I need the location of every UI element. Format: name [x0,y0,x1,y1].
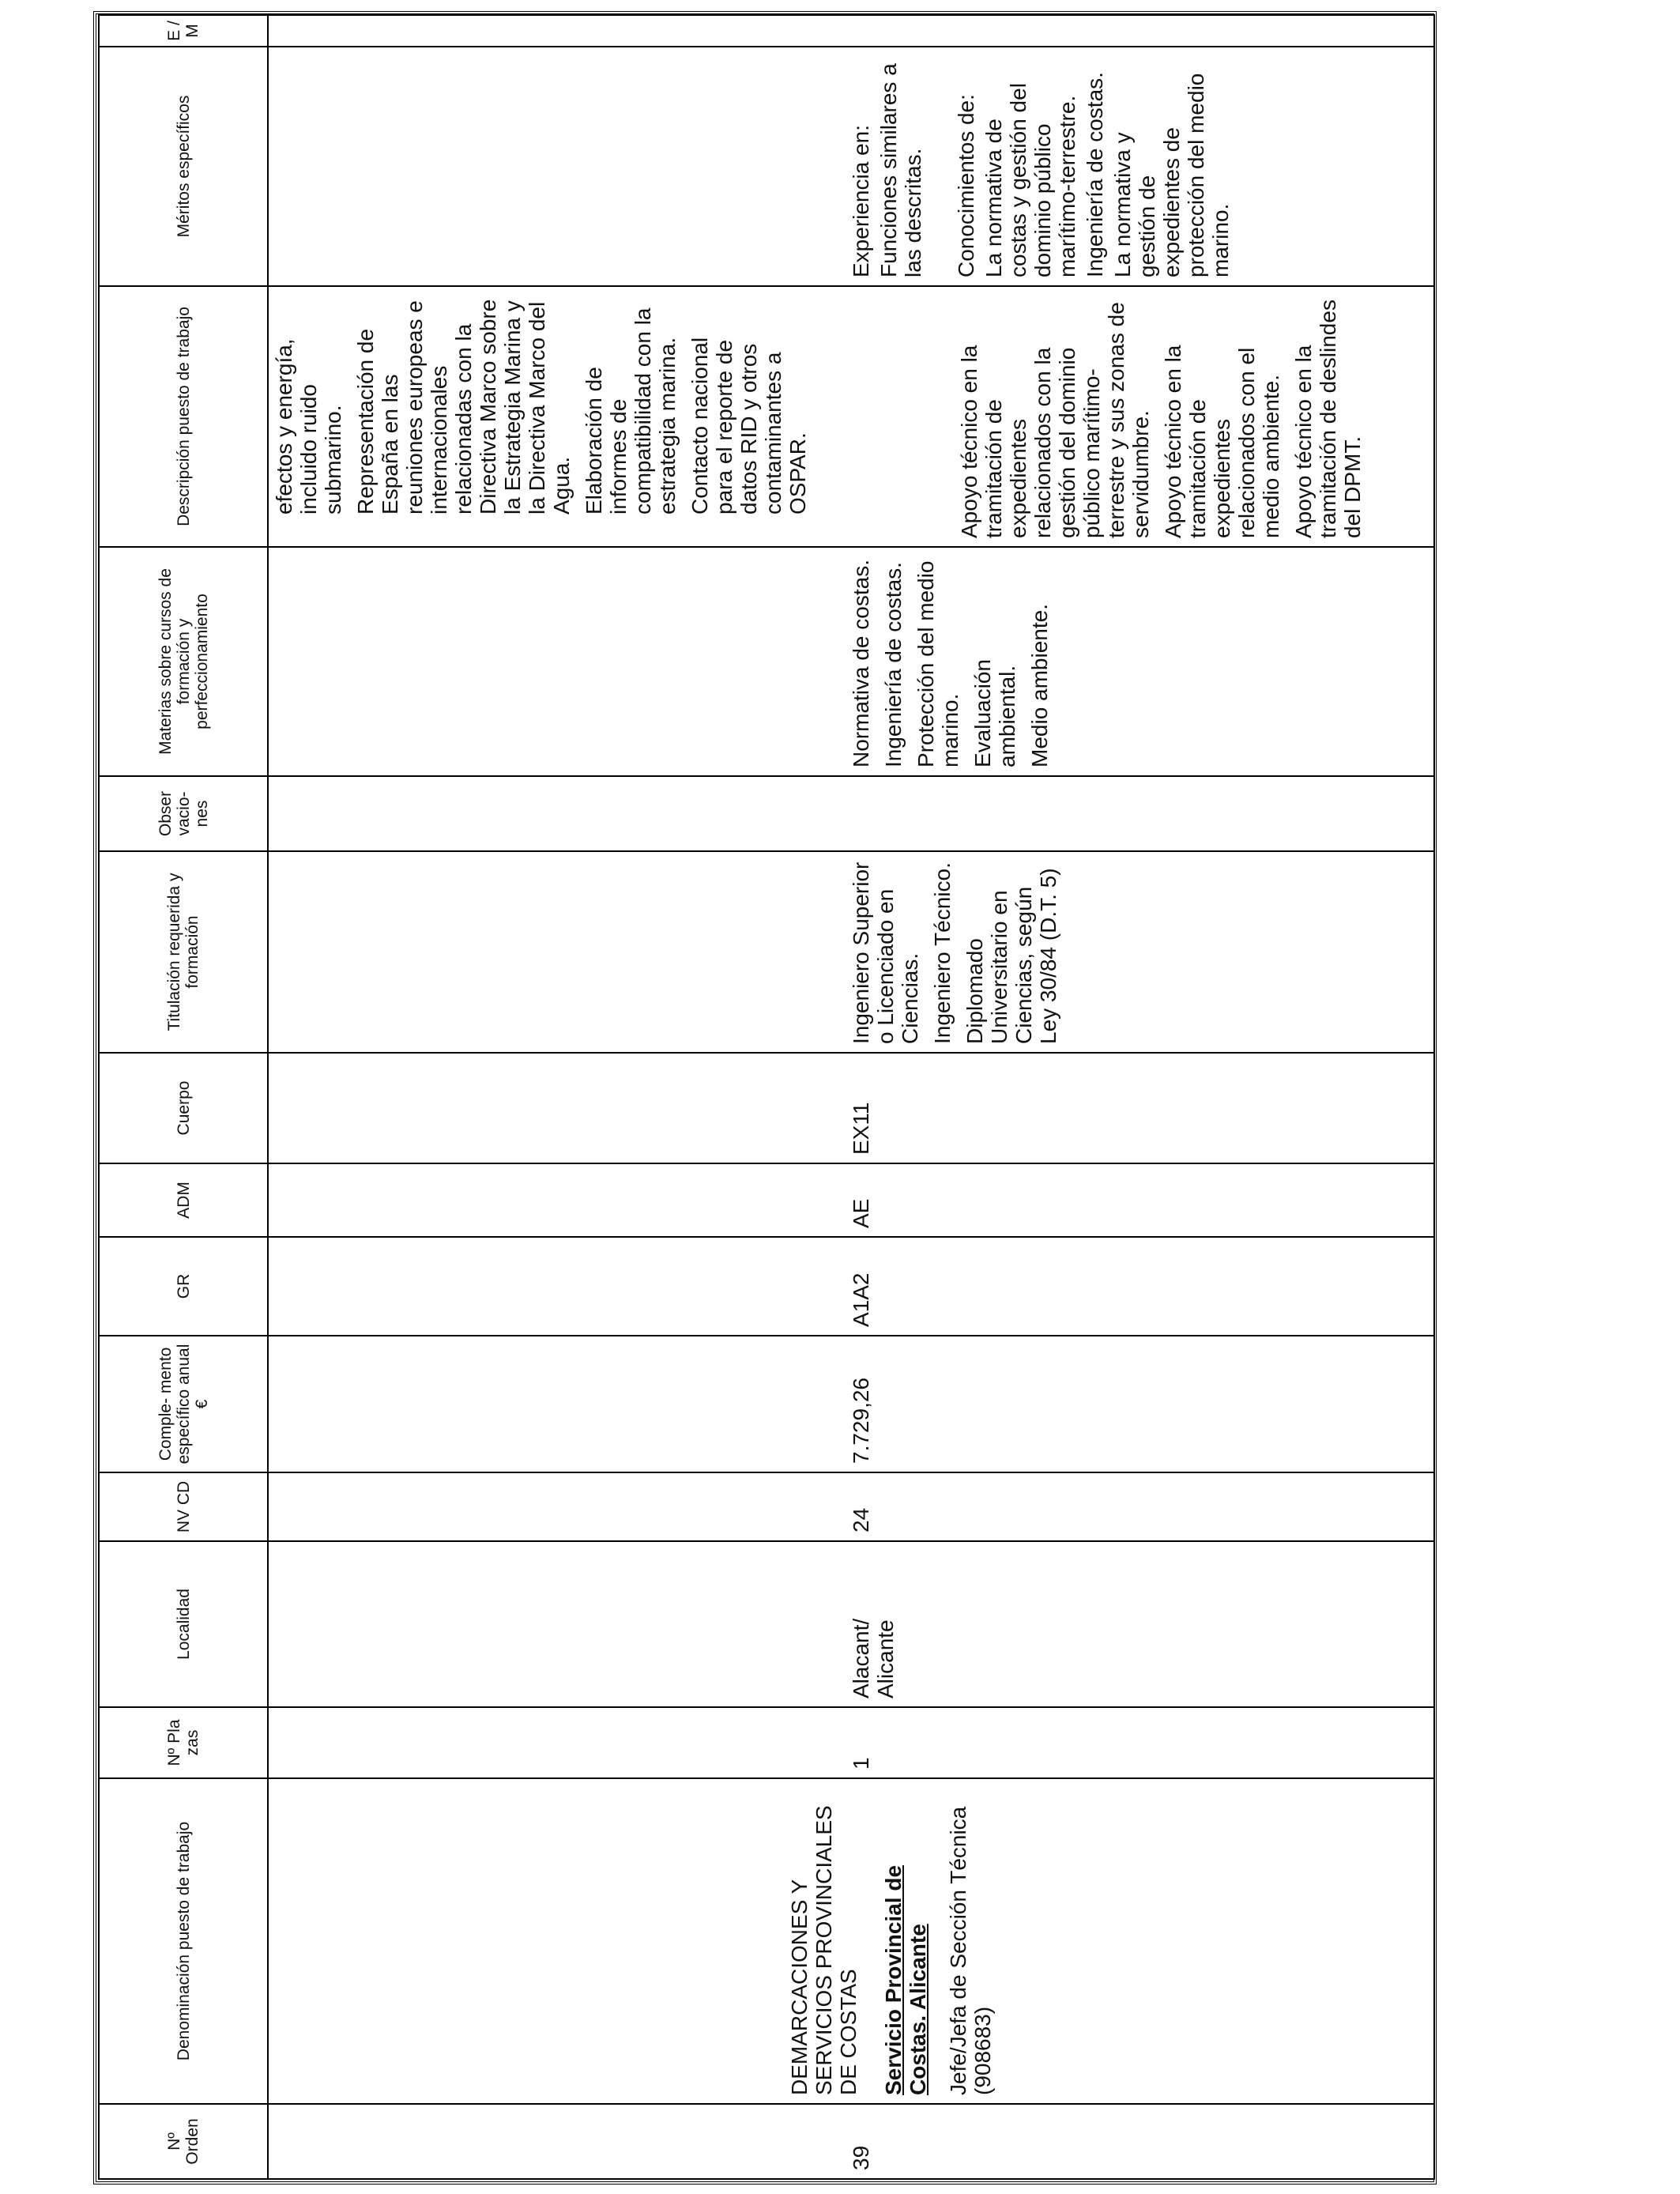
titulacion-item: Ingeniero Técnico. [930,862,955,1044]
cell-cuerpo [268,1053,1434,1163]
cell-meritos [268,47,1434,286]
descripcion-continuation: efectos y energía, incluido ruido submarino. [272,338,345,515]
gr-value: A1A2 [849,1272,873,1327]
descripcion-continuation: Elaboración de informes de compatibilidad con la estrategia marina. [582,307,680,515]
denominacion-value: Jefe/Jefa de Sección Técnica (908683) [946,1806,995,2095]
descripcion-item: Apoyo técnico en la tramitación de deslindes del DPMT. [1291,300,1365,538]
meritos-item: Funciones similares a las descritas. [876,63,925,277]
header-em: E / M [99,15,268,47]
header-complemento: Comple- mento específico anual € [99,1336,268,1472]
header-descripcion: Descripción puesto de trabajo [99,286,268,547]
localidad-value: Alacant/ Alicante [849,1618,898,1698]
materias-item: Normativa de costas. [849,560,873,767]
cell-complemento [268,1336,1434,1472]
header-denominacion: Denominación puesto de trabajo [99,1778,268,2104]
section-service: Servicio Provincial de Costas. Alicante [881,1864,930,2095]
materias-item: Ingeniería de costas. [881,562,906,767]
rotated-table-container [98,16,1435,2180]
meritos-item: Experiencia en: [849,124,873,277]
plazas-value: 1 [849,1757,873,1770]
cell-materias [268,547,1434,776]
header-observaciones: Obser vacio- nes [99,776,268,851]
descripcion-continuation: Representación de España en las reuniones europeas e internacionales relacionadas con la Directiva Marco sobre la Estrategia Marina y la Directiva Marco del Agua. [353,299,574,515]
cell-gr [268,1237,1434,1336]
cuerpo-value: EX11 [849,1102,873,1155]
header-row [99,15,268,2179]
meritos-item: La normativa y gestión de expedientes de protección del medio marino. [1110,73,1233,277]
cell-plazas [268,1707,1434,1778]
cell-observaciones [268,776,1434,851]
cell-localidad [268,1541,1434,1707]
meritos-item: La normativa de costas y gestión del dominio público marítimo-terrestre. [981,83,1079,277]
titulacion-item: Ingeniero Superior o Licenciado en Ciencias. [849,861,922,1044]
header-materias: Materias sobre cursos de formación y perfeccionamiento [99,547,268,776]
descripcion-item: Apoyo técnico en la tramitación de expedientes relacionados con el medio ambiente. [1161,345,1283,538]
header-orden: Nº Orden [99,2104,268,2179]
header-cuerpo: Cuerpo [99,1053,268,1163]
section-organization: DEMARCACIONES Y SERVICIOS PROVINCIALES DE COSTAS [787,1805,861,2095]
meritos-item: Ingeniería de costas. [1083,72,1107,277]
header-titulacion: Titulación requerida y formación [99,851,268,1053]
header-plazas: Nº Pla zas [99,1707,268,1778]
descripcion-item: Apoyo técnico en la tramitación de expedientes relacionados con la gestión del dominio público marítimo-terrestre y sus zonas de servidumbre. [957,302,1153,538]
header-meritos: Méritos específicos [99,47,268,286]
descripcion-continuation: Contacto nacional para el reporte de datos RID y otros contaminantes a OSPAR. [687,337,810,515]
cell-em [268,15,1434,47]
header-nvcd: NV CD [99,1472,268,1541]
cell-denominacion [268,1778,1434,2104]
complemento-value: 7.729,26 [849,1378,873,1464]
cell-nvcd [268,1472,1434,1541]
cell-orden [268,2104,1434,2179]
adm-value: AE [849,1198,873,1228]
materias-item: Protección del medio marino. [913,560,962,767]
orden-value: 39 [849,2145,873,2170]
cell-adm [268,1163,1434,1237]
meritos-item: Conocimientos de: [954,94,978,277]
job-positions-table [98,14,1435,2180]
nvcd-value: 24 [849,1507,873,1532]
titulacion-item: Diplomado Universitario en Ciencias, según Ley 30/84 (D.T. 5) [962,868,1060,1044]
header-localidad: Localidad [99,1541,268,1707]
materias-item: Evaluación ambiental. [970,659,1019,767]
header-gr: GR [99,1237,268,1336]
header-adm: ADM [99,1163,268,1237]
materias-item: Medio ambiente. [1027,603,1052,767]
table-row [268,15,1434,2179]
cell-descripcion [268,286,1434,547]
cell-titulacion [268,851,1434,1053]
